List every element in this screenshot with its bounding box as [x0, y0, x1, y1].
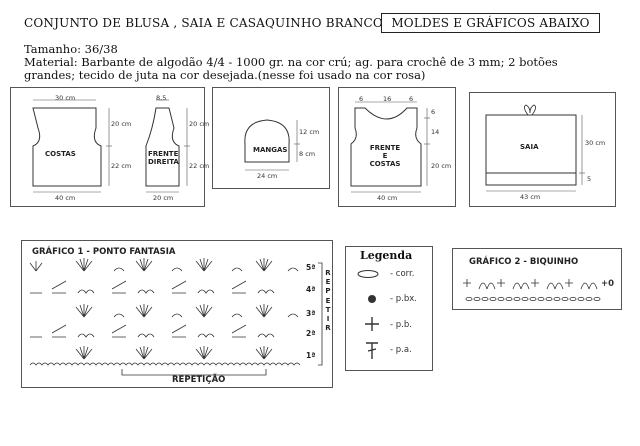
legenda-item-pb: - p.b.	[390, 320, 412, 330]
panel-costas-frente	[10, 87, 210, 207]
repetir-letter: I	[326, 315, 330, 324]
size-text: Tamanho: 36/38	[24, 42, 118, 56]
saia-bottom-dim: 43 cm	[520, 193, 541, 201]
mangas-label: MANGAS	[253, 146, 288, 154]
frente-costas-right3-dim: 20 cm	[431, 162, 452, 170]
repetir-letter: E	[325, 278, 331, 287]
legenda-item-pa: - p.a.	[390, 345, 412, 355]
panel-grafico-2	[452, 248, 622, 310]
row-4-stitches	[30, 281, 274, 293]
mangas-right-top-dim: 12 cm	[299, 128, 320, 136]
repetir-letter: R	[325, 269, 331, 277]
repetir-vertical-label	[324, 269, 332, 333]
frente-costas-bottom-dim: 40 cm	[377, 194, 398, 202]
row-label-2: 2ª	[306, 329, 316, 338]
foundation-chain	[30, 363, 300, 365]
row-2-stitches	[30, 325, 274, 337]
costas-top-dim: 30 cm	[55, 94, 76, 102]
frente-costas-top-right-dim: 6	[409, 95, 414, 103]
slip-stitch-symbol-icon	[368, 295, 376, 303]
legenda-item-pbx: - p.bx.	[390, 294, 417, 304]
repetir-letter: R	[325, 324, 331, 333]
legenda-title: Legenda	[360, 249, 413, 262]
costas-frente-drawing	[11, 88, 206, 208]
frente-costas-right1-dim: 6	[431, 108, 436, 116]
frente-direita-bottom-dim: 20 cm	[153, 194, 174, 202]
row-label-4: 4ª	[306, 285, 316, 294]
material-line-1: Material: Barbante de algodão 4/4 - 1000 gr. na cor crú; ag. para crochê de 3 mm; 2 botões	[24, 55, 558, 69]
saia-label: SAIA	[520, 143, 539, 151]
grafico-1-title: GRÁFICO 1 - PONTO FANTASIA	[32, 247, 176, 257]
panel-mangas	[212, 87, 330, 189]
double-crochet-symbol-icon	[366, 343, 378, 359]
single-crochet-symbol-icon	[365, 317, 379, 331]
frente-direita-label	[148, 150, 178, 166]
frente-direita-label-line1: FRENTE	[148, 150, 179, 158]
row-5-fans	[30, 258, 298, 271]
grafico-2-end-mark: +0	[601, 279, 615, 289]
frente-costas-top-mid-dim: 16	[383, 95, 392, 103]
mangas-right-bottom-dim: 8 cm	[299, 150, 316, 158]
repetir-letter: T	[325, 305, 331, 314]
grafico-2-stitch-chart	[453, 249, 623, 311]
panel-frente-costas	[338, 87, 456, 207]
repetir-letter: P	[325, 287, 331, 296]
grafico-2-title: GRÁFICO 2 - BIQUINHO	[469, 257, 579, 267]
row-1-fans	[76, 346, 272, 359]
legenda-item-corr: - corr.	[390, 269, 415, 279]
mangas-bottom-dim: 24 cm	[257, 172, 278, 180]
frente-costas-right2-dim: 14	[431, 128, 440, 136]
frente-direita-right-top-dim: 20 cm	[189, 120, 210, 128]
frente-costas-top-left-dim: 6	[359, 95, 364, 103]
frente-direita-label-line2: DIREITA	[148, 158, 179, 166]
row-3-fans	[76, 304, 298, 317]
saia-right-top-dim: 30 cm	[585, 139, 606, 147]
frente-direita-right-bottom-dim: 22 cm	[189, 162, 210, 170]
row-label-3: 3ª	[306, 309, 316, 318]
frente-costas-label-line3: COSTAS	[369, 160, 401, 168]
panel-saia	[469, 92, 616, 207]
moldes-box: MOLDES E GRÁFICOS ABAIXO	[381, 13, 600, 33]
row-label-5: 5ª	[306, 263, 316, 272]
frente-costas-label-line1: FRENTE	[369, 144, 401, 152]
costas-right-top-dim: 20 cm	[111, 120, 132, 128]
panel-legenda	[345, 246, 433, 371]
costas-bottom-dim: 40 cm	[55, 194, 76, 202]
frente-direita-top-dim: 8,5	[156, 94, 167, 102]
page-title: CONJUNTO DE BLUSA , SAIA E CASAQUINHO BRANCO	[24, 16, 383, 30]
chain-symbol-icon	[358, 271, 378, 278]
frente-costas-label-line2: E	[382, 152, 388, 160]
row-label-1: 1ª	[306, 351, 316, 360]
costas-right-bottom-dim: 22 cm	[111, 162, 132, 170]
grafico-1-stitch-chart	[22, 241, 334, 389]
costas-label: COSTAS	[45, 150, 76, 158]
frente-costas-label	[365, 144, 405, 168]
saia-drawing	[470, 93, 617, 208]
panel-grafico-1	[21, 240, 333, 388]
repetir-letter: E	[325, 296, 331, 305]
saia-right-bottom-dim: 5	[587, 175, 592, 183]
repeticao-label: REPETIÇÃO	[172, 375, 226, 385]
material-line-2: grandes; tecido de juta na cor desejada.(nesse foi usado na cor rosa)	[24, 68, 426, 82]
